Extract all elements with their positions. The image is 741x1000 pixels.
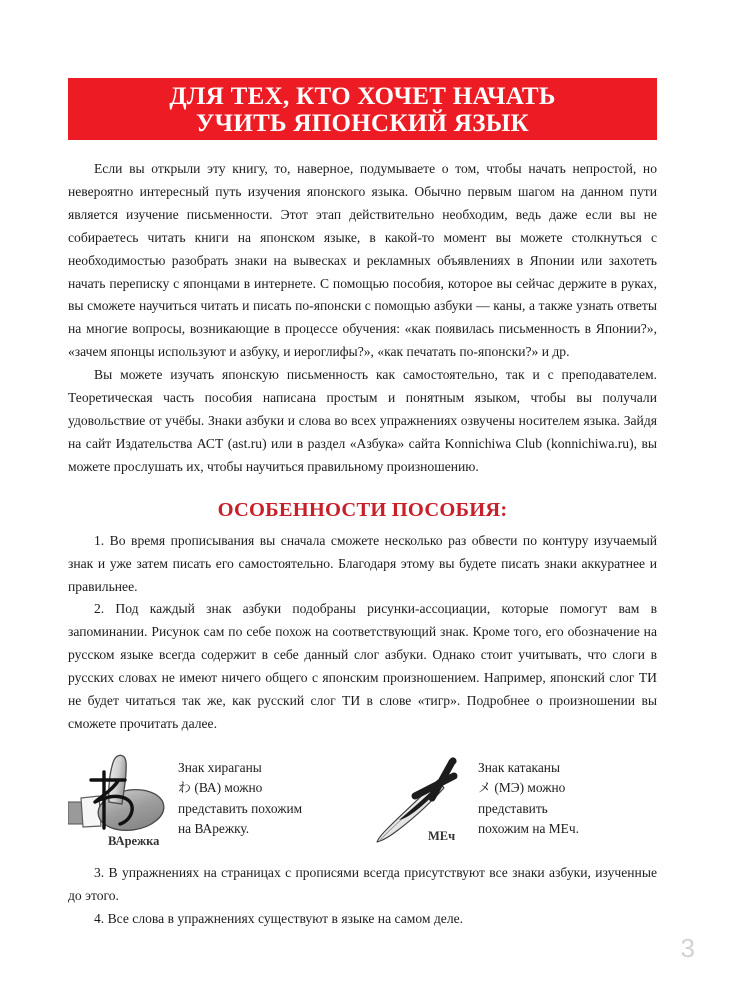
hiragana-caption-line-3: представить похожим: [178, 800, 303, 816]
katakana-caption: [478, 750, 579, 839]
illustration-katakana-me: [368, 750, 657, 850]
feature-item-4: 4. Все слова в упражнениях существуют в языке на самом деле.: [94, 910, 464, 926]
svg-text:ВАрежка: ВАрежка: [108, 833, 160, 848]
page-title-banner: [68, 78, 657, 140]
mitten-icon: [68, 750, 178, 850]
hiragana-caption: [178, 750, 302, 839]
page-title-line-2: УЧИТЬ ЯПОНСКИЙ ЯЗЫК: [196, 110, 529, 137]
katakana-caption-line-2: (МЭ) можно: [494, 779, 566, 795]
feature-item-1: 1. Во время прописывания вы сначала сможете несколько раз обвести по контуру изучаемый знак и уже затем писать его самостоятельно. Благодаря этому вы будете писать знаки аккуратнее и правильнее.: [68, 532, 657, 594]
hiragana-caption-line-4: на ВАрежку.: [178, 820, 250, 836]
features-list: [68, 530, 657, 736]
features-heading: ОСОБЕННОСТИ ПОСОБИЯ:: [217, 498, 508, 521]
feature-item-2: 2. Под каждый знак азбуки подобраны рисунки-ассоциации, которые помогут вам в запоминании. Рисунок сам по себе похож на соответствующий знак. Кроме того, его обозначение на русском языке всегда содержит в себе данный слог азбуки. Однако стоит учитывать, что слоги в русских словах не имеют ничего общего с японским произношением. Например, японский слог ТИ не будет читаться так же, как русский слог ТИ в слове «тигр». Подробнее о произношении вы сможете прочитать далее.: [68, 601, 657, 731]
intro-paragraph-1: Если вы открыли эту книгу, то, наверное, подумываете о том, чтобы начать непростой, но невероятно интересный путь изучения японского языка. Обычно первым шагом на данном пути является изучение письменности. Этот этап действительно необходим, ведь даже если вы не собираетесь читать книги на японском языке, в какой-то момент вы можете столкнуться с необходимостью разобрать знаки на вывесках и рекламных объявлениях в Японии или захотеть начать переписку с японцами в интернете. С помощью пособия, которое вы сейчас держите в руках, вы сможете научиться читать и писать по-японски с помощью азбуки — каны, а также узнать ответы на многие вопросы, возникающие в процессе обучения: «как появилась письменность в Японии?», «зачем японцы используют и азбуку, и иероглифы?», «как печатать по-японски?» и др.: [68, 161, 657, 360]
katakana-kana-glyph: メ: [478, 780, 492, 796]
mitten-illustration: [68, 750, 178, 850]
page-number: 3: [680, 933, 695, 963]
hiragana-caption-line-1: Знак хираганы: [178, 759, 262, 775]
katakana-caption-line-4: похожим на МЕч.: [478, 820, 579, 836]
page-title-line-1: ДЛЯ ТЕХ, КТО ХОЧЕТ НАЧАТЬ: [169, 83, 556, 110]
hiragana-caption-line-2: (ВА) можно: [194, 779, 263, 795]
sword-icon: [368, 750, 478, 850]
intro-paragraph-2: Вы можете изучать японскую письменность как самостоятельно, так и с преподавателем. Теоретическая часть пособия написана простым и понятным языком, чтобы вы получали удовольствие от учёбы. Знаки азбуки и слова во всех упражнениях озвучены носителем языка. Зайдя на сайт Издательства АСТ (ast.ru) или в раздел «Азбука» сайта Konnichiwa Club (konnichiwa.ru), вы можете прослушать их, чтобы научиться правильному произношению.: [68, 367, 657, 474]
sword-illustration: [368, 750, 478, 850]
hiragana-kana-glyph: わ: [178, 780, 192, 796]
illustration-row: [68, 750, 657, 850]
illustration-hiragana-wa: [68, 750, 368, 850]
svg-text:МЕч: МЕч: [428, 828, 456, 843]
content-column: [68, 158, 657, 931]
feature-item-3: 3. В упражнениях на страницах с прописями всегда присутствуют все знаки азбуки, изученные до этого.: [68, 864, 657, 903]
katakana-caption-line-3: представить: [478, 800, 548, 816]
katakana-caption-line-1: Знак катаканы: [478, 759, 560, 775]
